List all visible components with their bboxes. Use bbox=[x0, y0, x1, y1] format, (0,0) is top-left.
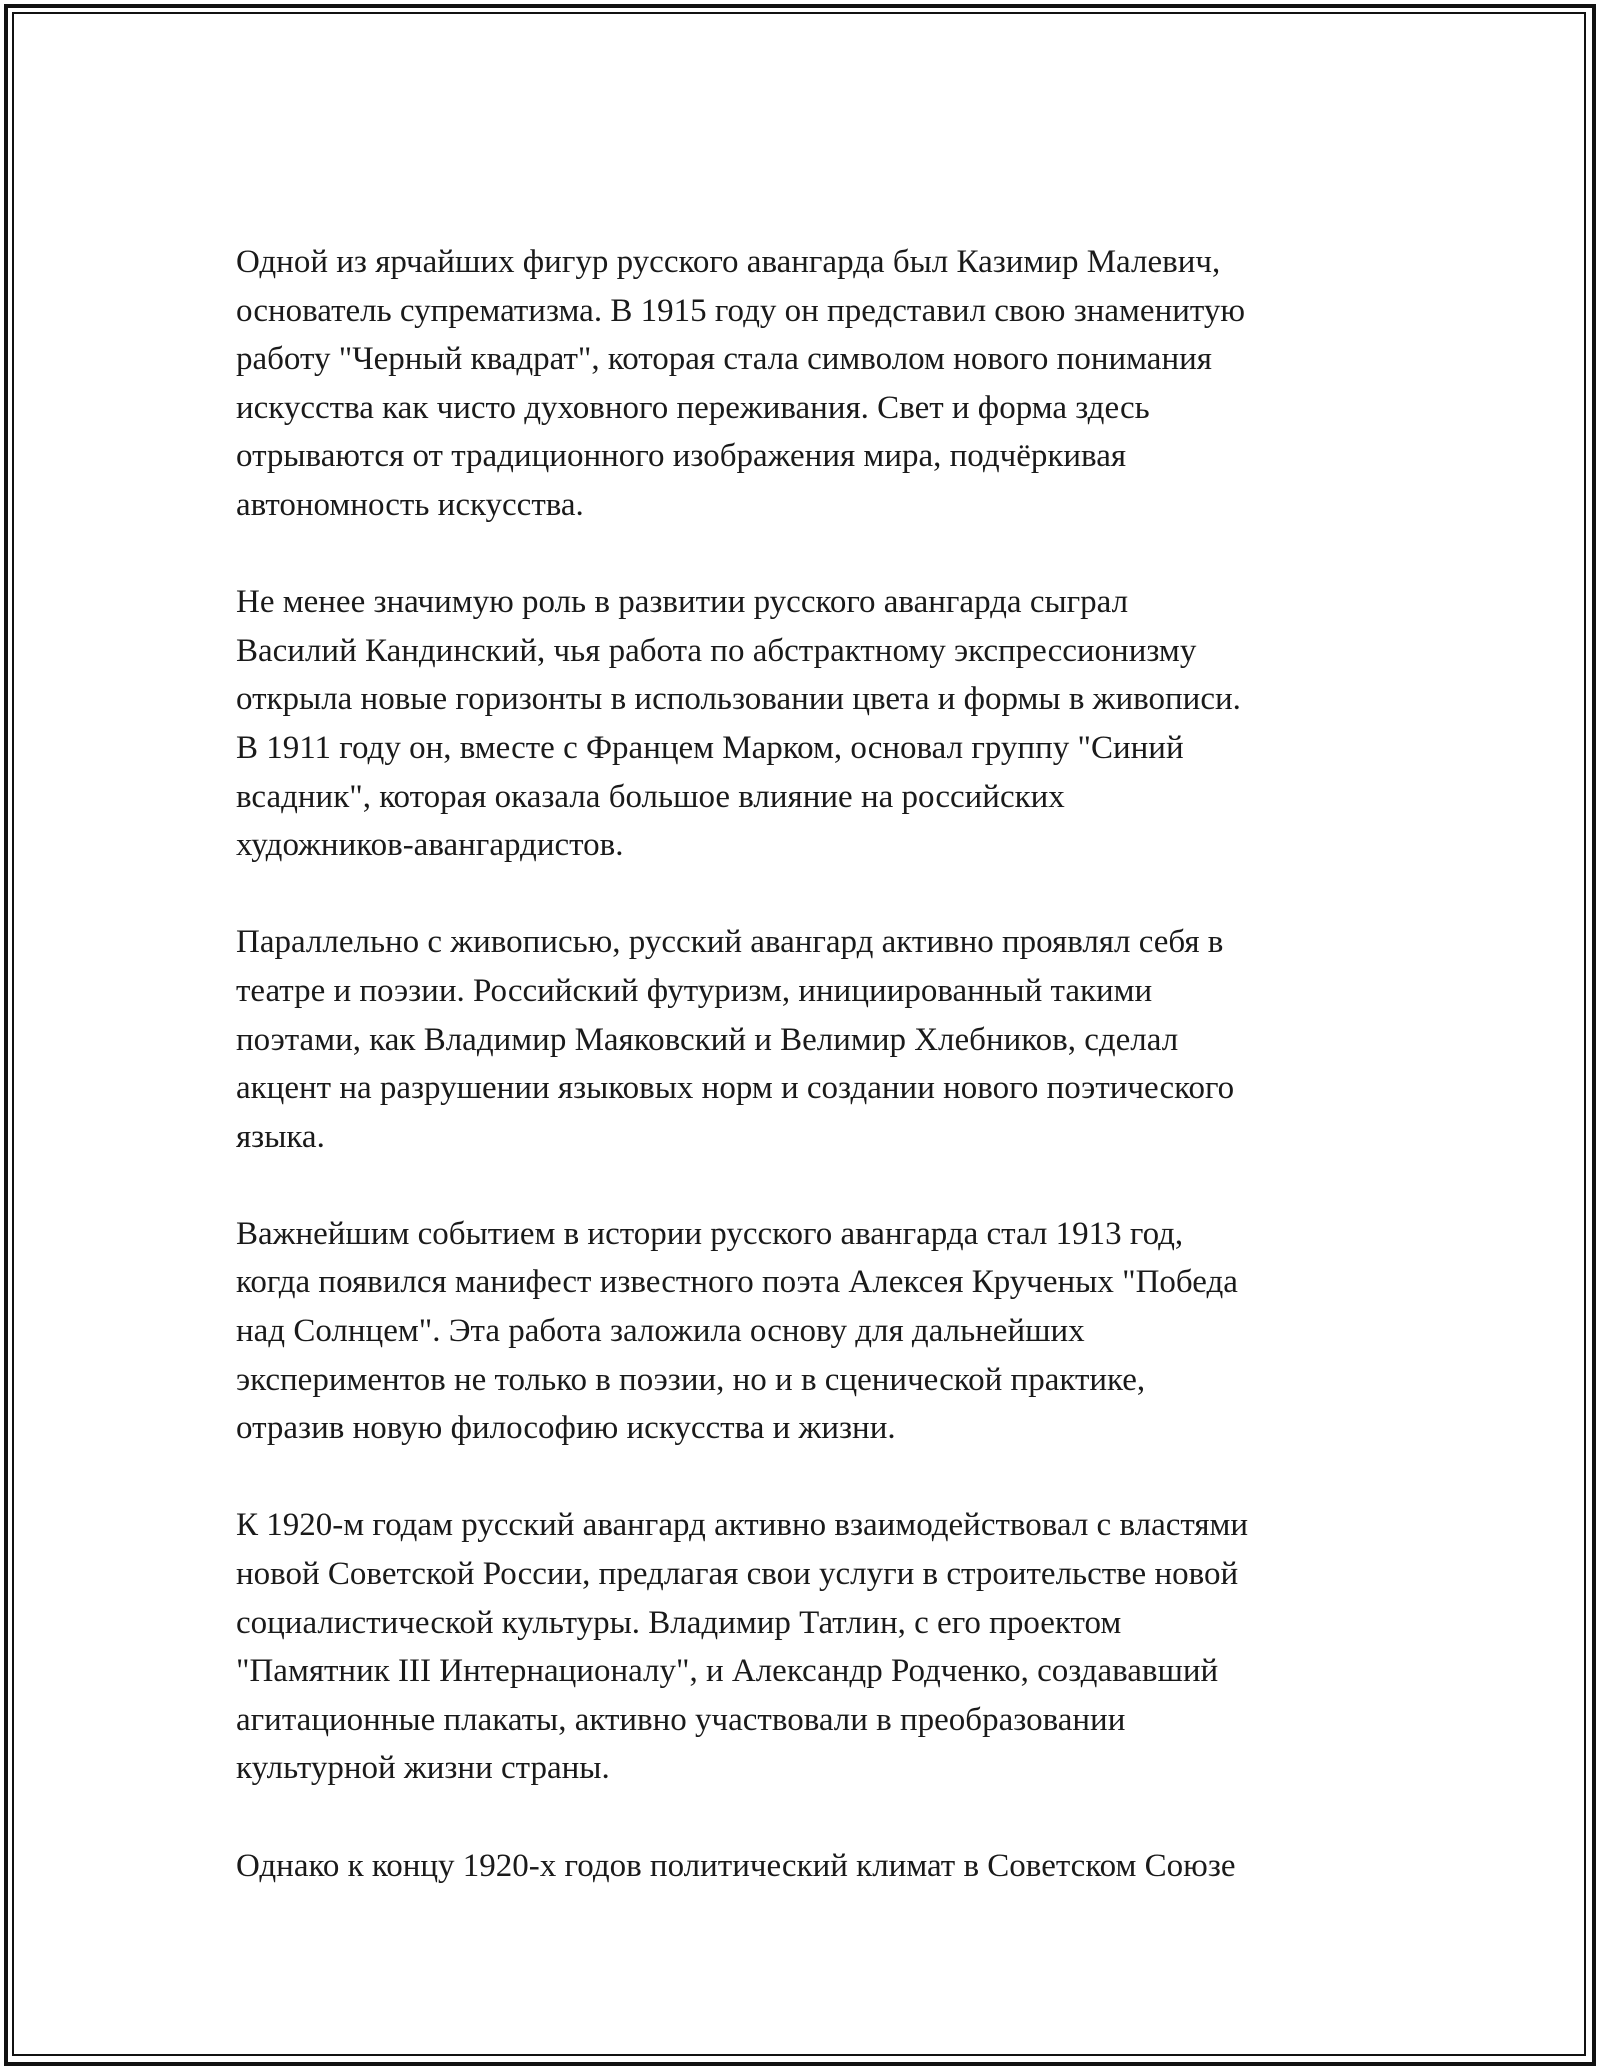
text-line: отразив новую философию искусства и жизни. bbox=[236, 1410, 896, 1447]
text-line: языка. bbox=[236, 1118, 325, 1155]
text-line: автономность искусства. bbox=[236, 486, 584, 523]
paragraph-1913 bbox=[236, 1210, 1386, 1453]
text-line: акцент на разрушении языковых норм и создании нового поэтического bbox=[236, 1070, 1235, 1107]
text-line: открыла новые горизонты в использовании цвета и формы в живописи. bbox=[236, 681, 1241, 718]
text-line: искусства как чисто духовного переживания. Свет и форма здесь bbox=[236, 389, 1150, 426]
text-line: экспериментов не только в поэзии, но и в сценической практике, bbox=[236, 1361, 1146, 1398]
text-line: художников-авангардистов. bbox=[236, 827, 624, 864]
text-line: когда появился манифест известного поэта Алексея Крученых "Победа bbox=[236, 1264, 1238, 1301]
text-line: Важнейшим событием в истории русского авангарда стал 1913 год, bbox=[236, 1215, 1184, 1252]
paragraph-malevich bbox=[236, 238, 1386, 530]
paragraph-kandinsky bbox=[236, 578, 1386, 870]
text-line: агитационные плакаты, активно участвовали в преобразовании bbox=[236, 1701, 1126, 1738]
paragraph-1920s bbox=[236, 1501, 1386, 1793]
text-line: Василий Кандинский, чья работа по абстрактному экспрессионизму bbox=[236, 632, 1197, 669]
text-line: театре и поэзии. Российский футуризм, инициированный такими bbox=[236, 972, 1153, 1009]
text-line: социалистической культуры. Владимир Татлин, с его проектом bbox=[236, 1604, 1122, 1641]
text-line: Одной из ярчайших фигур русского авангарда был Казимир Малевич, bbox=[236, 244, 1221, 280]
text-line: В 1911 году он, вместе с Францем Марком, основал группу "Синий bbox=[236, 729, 1184, 766]
text-line: К 1920-м годам русский авангард активно взаимодействовал с властями bbox=[236, 1507, 1249, 1544]
text-line: над Солнцем". Эта работа заложила основу для дальнейших bbox=[236, 1313, 1085, 1350]
text-line: Не менее значимую роль в развитии русского авангарда сыграл bbox=[236, 584, 1129, 621]
text-line: Параллельно с живописью, русский авангард активно проявлял себя в bbox=[236, 924, 1224, 961]
text-line: основатель супрематизма. В 1915 году он представил свою знаменитую bbox=[236, 292, 1246, 329]
text-line: Однако к концу 1920-х годов политический климат в Советском Союзе bbox=[236, 1847, 1236, 1884]
text-line: "Памятник III Интернационалу", и Александр Родченко, создававший bbox=[236, 1653, 1219, 1690]
paragraph-futurism bbox=[236, 918, 1386, 1161]
text-line: отрываются от традиционного изображения мира, подчёркивая bbox=[236, 438, 1127, 475]
text-line: новой Советской России, предлагая свои услуги в строительстве новой bbox=[236, 1556, 1239, 1593]
document-body bbox=[236, 238, 1386, 1939]
text-line: поэтами, как Владимир Маяковский и Велимир Хлебников, сделал bbox=[236, 1021, 1179, 1058]
text-line: работу "Черный квадрат", которая стала символом нового понимания bbox=[236, 341, 1212, 378]
text-line: культурной жизни страны. bbox=[236, 1750, 610, 1787]
paragraph-late-1920s bbox=[236, 1842, 1386, 1891]
text-line: всадник", которая оказала большое влияние на российских bbox=[236, 778, 1065, 815]
